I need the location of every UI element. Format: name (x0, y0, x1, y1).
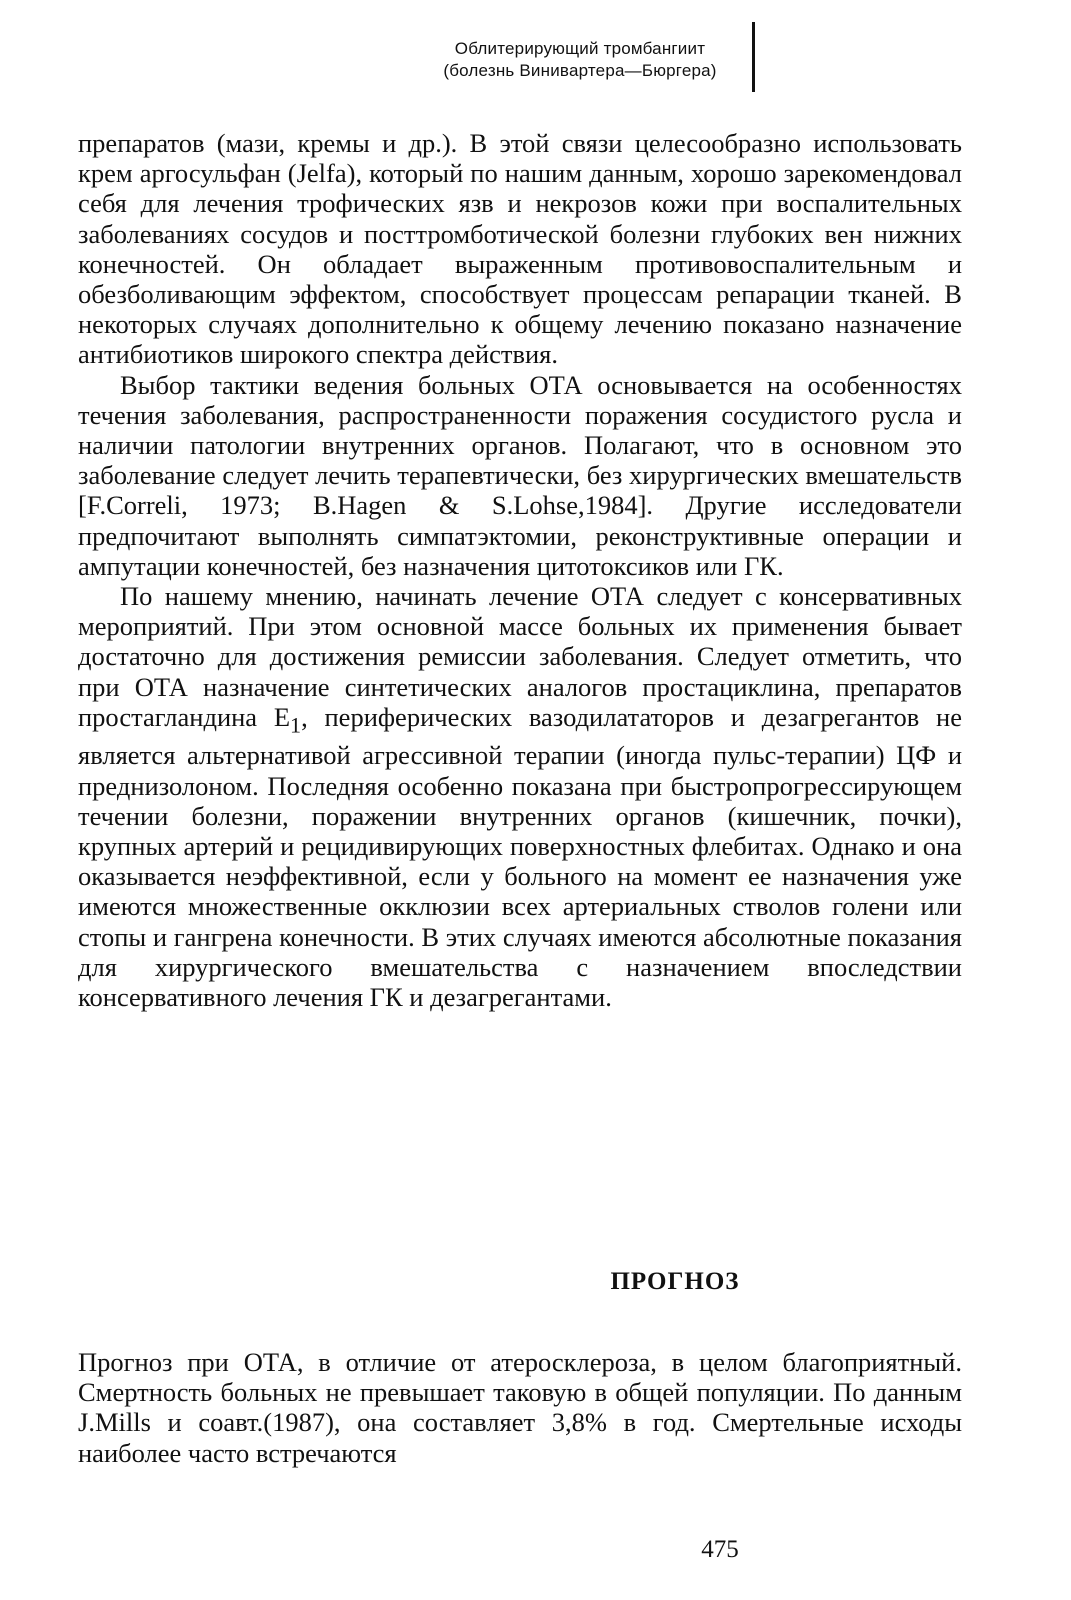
header-vertical-rule (752, 22, 755, 92)
running-header-title: Облитерирующий тромбангиит (454, 39, 706, 58)
paragraph-treatment-part1: По нашему мнению, начинать лечение ОТА следует с консервативных мероприятий. При этом основной массе больных их применения бывает достаточно для достижения ремиссии заболевания. Следует отметить, что при ОТА назначение синтетических аналогов простациклина, препаратов простагландина E (78, 581, 962, 732)
subscript-index: 1 (290, 712, 302, 738)
paragraph-tactics: Выбор тактики ведения больных ОТА основывается на особенностях течения заболевания, распространенности поражения сосудистого русла и наличии патологии внутренних органов. Полагают, что в основном это заболевание следует лечить терапевтически, без хирургических вмешательств [F.Correli, 1973; B.Hagen & S.Lohse,1984]. Другие исследователи предпочитают выполнять симпатэктомии, реконструктивные операции и ампутации конечностей, без назначения цитотоксиков или ГК. (78, 369, 962, 581)
paragraph-treatment (78, 581, 962, 1012)
page-number: 475 (701, 1536, 739, 1563)
section-heading-prognosis: ПРОГНОЗ (610, 1268, 740, 1295)
paragraph-continuation: препаратов (мази, кремы и др.). В этой связи целесообразно использовать крем аргосульфан (Jelfa), который по нашим данным, хорошо зарекомендовал себя для лечения трофических язв и некрозов кожи при воспалительных заболеваниях сосудов и посттромботической болезни глубоких вен нижних конечностей. Он обладает выраженным противовоспалительным и обезболивающим эффектом, способствует процессам репарации тканей. В некоторых случаях дополнительно к общему лечению показано назначение антибиотиков широкого спектра действия. (78, 128, 962, 370)
paragraph-prognosis: Прогноз при ОТА, в отличие от атеросклероза, в целом благоприятный. Смертность больных не превышает таковую в общей популяции. По данным J.Mills и соавт.(1987), она составляет 3,8% в год. Смертельные исходы наиболее часто встречаются (78, 1347, 962, 1468)
prognosis-body-text (78, 1347, 962, 1468)
paragraph-treatment-part2: , периферических вазодилататоров и дезагрегантов не является альтернативой агрессивной терапии (иногда пульс-терапии) ЦФ и преднизолоном. Последняя особенно показана при быстропрогрессирующем течении болезни, поражении внутренних органов (кишечник, почки), крупных артерий и рецидивирующих поверхностных флебитах. Однако и она оказывается неэффективной, если у больного на момент ее назначения уже имеются множественные окклюзии всех артериальных стволов голени или стопы и гангрена конечности. В этих случаях имеются абсолютные показания для хирургического вмешательства с назначением впоследствии консервативного лечения ГК и дезагрегантами. (78, 701, 962, 1012)
running-header-subtitle: (болезнь Винивартера—Бюргера) (443, 61, 717, 80)
main-body-text (78, 128, 962, 1012)
running-header (420, 38, 740, 82)
